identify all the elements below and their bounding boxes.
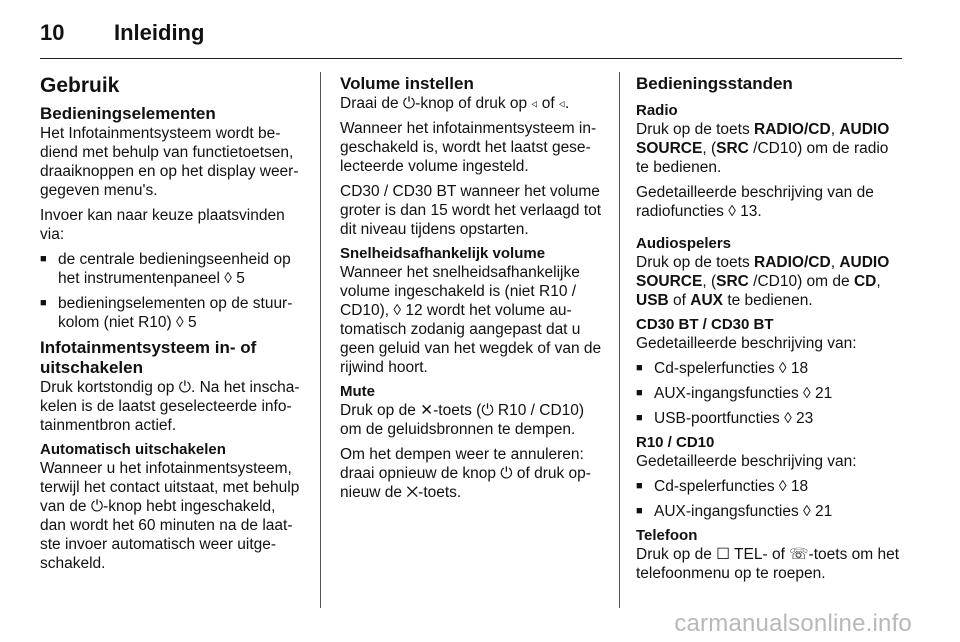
paragraph-radio: Druk op de toets RADIO/CD, AUDIO SOURCE, (SRC /CD10) om de radio te bedienen. — [636, 121, 890, 176]
column-divider-1 — [320, 72, 321, 608]
heading-cd30: CD30 BT / CD30 BT — [636, 316, 774, 333]
heading-audiospelers: Audiospelers — [636, 235, 732, 252]
page-number: 10 — [40, 20, 65, 45]
header-rule — [40, 58, 902, 59]
paragraph: Druk kortstondig op ⏻. Na het inschakelen is de laatst geselecteerde infotainmentbron actief. — [40, 379, 300, 434]
heading-volume: Volume instellen — [340, 74, 474, 93]
heading-in-uitschakelen: Infotainmentsysteem in- of uitschakelen — [40, 338, 257, 377]
paragraph: Draai de ⏻-knop of druk op ◃ of ◃. — [340, 95, 570, 112]
bullet-list-cd30 — [636, 359, 904, 428]
heading-bedieningsstanden: Bedieningsstanden — [636, 74, 793, 93]
list-item: ■ Cd-spelerfuncties ◊ 18 — [636, 359, 904, 378]
heading-automatisch: Automatisch uitschakelen — [40, 441, 226, 458]
column-divider-2 — [619, 72, 620, 608]
paragraph: Wanneer het snelheidsafhankelijke volume ingeschakeld is (niet R10 / CD10), ◊ 12 wordt het volume automatisch zodanig aangepast dat u geen geluid van het wegdek of van de rijwind hoort. — [340, 264, 602, 376]
paragraph: Om het dempen weer te annuleren: draai opnieuw de knop ⏻ of druk opnieuw de ✕-toets. — [340, 446, 591, 501]
heading-telefoon: Telefoon — [636, 527, 698, 544]
paragraph-audio: Druk op de toets RADIO/CD, AUDIO SOURCE, (SRC /CD10) om de CD, USB of AUX te bedienen. — [636, 254, 890, 309]
list-item: ■ USB-poortfuncties ◊ 23 — [636, 409, 904, 428]
list-item: ■ AUX-ingangsfuncties ◊ 21 — [636, 502, 904, 521]
paragraph: Gedetailleerde beschrijving van: — [636, 453, 857, 470]
column-2 — [340, 74, 606, 508]
paragraph: Wanneer u het infotainmentsysteem, terwijl het contact uitstaat, met behulp van de ⏻-knop hebt ingeschakeld, dan wordt het 60 minuten na de laatste invoer automatisch weer uitgeschakeld. — [40, 460, 300, 572]
paragraph: Wanneer het infotainmentsysteem ingeschakeld is, wordt het laatst geselecteerde volume ingesteld. — [340, 120, 597, 175]
list-item: ■ AUX-ingangsfuncties ◊ 21 — [636, 384, 904, 403]
bullet-list-r10 — [636, 477, 904, 521]
section-title-gebruik: Gebruik — [40, 74, 120, 97]
heading-radio: Radio — [636, 102, 678, 119]
column-1 — [40, 74, 304, 579]
bullet-list — [40, 250, 304, 332]
paragraph: Gedetailleerde beschrijving van de radiofuncties ◊ 13. — [636, 184, 874, 220]
paragraph: Het Infotainmentsysteem wordt bediend met behulp van functietoetsen, draaiknoppen en op het display weergegeven menu's. — [40, 125, 299, 199]
paragraph: Gedetailleerde beschrijving van: — [636, 335, 857, 352]
heading-mute: Mute — [340, 383, 375, 400]
chapter-title: Inleiding — [114, 20, 205, 45]
paragraph: Druk op de ✕-toets (⏻ R10 / CD10) om de geluidsbronnen te dempen. — [340, 402, 585, 438]
paragraph: CD30 / CD30 BT wanneer het volume groter is dan 15 wordt het verlaagd tot dit niveau tijdens opstarten. — [340, 183, 602, 238]
list-item: ■ bedieningselementen op de stuurkolom (niet R10) ◊ 5 — [40, 294, 304, 332]
list-item: ■ de centrale bedieningseenheid op het instrumentenpaneel ◊ 5 — [40, 250, 304, 288]
watermark-text: carmanualsonline.info — [674, 610, 912, 637]
column-3 — [636, 74, 904, 589]
list-item: ■ Cd-spelerfuncties ◊ 18 — [636, 477, 904, 496]
heading-r10: R10 / CD10 — [636, 434, 715, 451]
paragraph: Druk op de ☐ TEL- of ☏-toets om het telefoonmenu op te roepen. — [636, 546, 900, 582]
page-header — [40, 16, 204, 50]
heading-snelheid: Snelheidsafhankelijk volume — [340, 245, 546, 262]
paragraph: Invoer kan naar keuze plaatsvinden via: — [40, 207, 285, 243]
heading-bedieningselementen: Bedieningselementen — [40, 104, 216, 123]
